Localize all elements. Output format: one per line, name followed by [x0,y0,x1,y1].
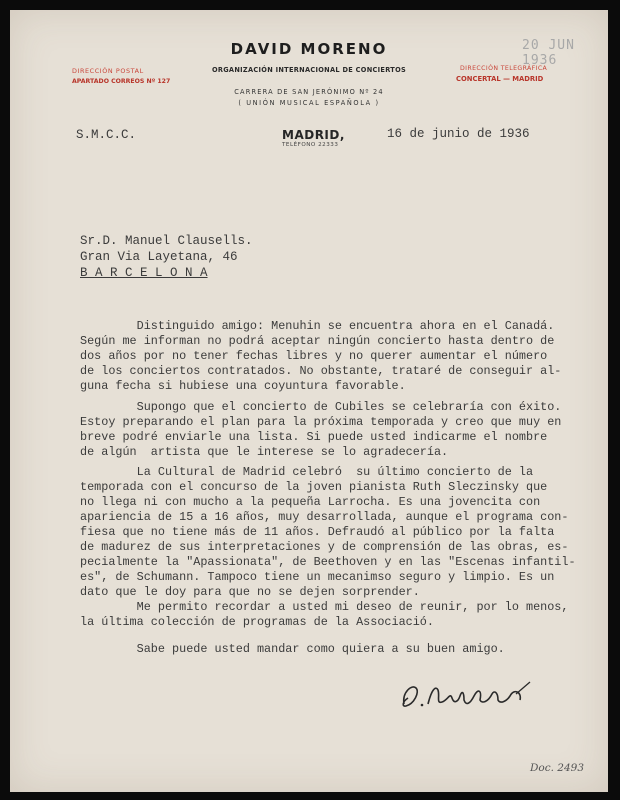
text-line: Sabe puede usted mandar como quiera a su buen amigo. [80,642,505,656]
text-line: de los conciertos contratados. No obstante, trataré de conseguir al- [80,364,562,378]
letterhead-union: ( UNIÓN MUSICAL ESPAÑOLA ) [238,99,380,107]
document-number: Doc. 2493 [530,762,585,774]
phone-number: TELÉFONO 22333 [282,142,339,148]
recipient-block [80,233,253,281]
text-line: de algún artista que le interese se lo agradecería. [80,445,449,459]
text-line: dato que le doy para que no se dejen sorprender. [80,585,420,599]
letterhead-organization: ORGANIZACIÓN INTERNACIONAL DE CONCIERTOS [211,66,407,74]
reference-code: S.M.C.C. [76,128,137,142]
telegraph-label: DIRECCIÓN TELEGRÁFICA [460,65,548,72]
text-line: dos años por no tener fechas libres y no querer aumentar el número [80,349,548,363]
text-line: Me permito recordar a usted mi deseo de reunir, por lo menos, [80,600,569,614]
recipient-line: Gran Via Layetana, 46 [80,250,238,264]
text-line: es", de Schumann. Tampoco tiene un mecanimso seguro y limpio. Es un [80,570,555,584]
paragraph-3 [80,465,590,600]
paragraph-1 [80,319,590,394]
paragraph-4 [80,600,590,630]
text-line: breve podré enviarle una lista. Si puede usted indicarme el nombre [80,430,548,444]
signature [398,674,548,714]
paragraph-5 [80,642,590,657]
postal-label: DIRECCIÓN POSTAL [72,67,144,75]
text-line: Supongo que el concierto de Cubiles se celebraría con éxito. [80,400,562,414]
letter-sheet [10,10,608,792]
text-line: fiesa que no tiene más de 11 años. Defraudó al público por la falta [80,525,555,539]
paragraph-2 [80,400,590,460]
text-line: La Cultural de Madrid celebró su último concierto de la [80,465,534,479]
text-line: la última colección de programas de la Associació. [80,615,434,629]
text-line: apariencia de 15 a 16 años, muy desarrollada, aunque el programa con- [80,510,569,524]
letterhead-name: DAVID MORENO [230,40,388,58]
city-name: MADRID, [282,128,345,142]
letterhead-address: CARRERA DE SAN JERÓNIMO Nº 24 [234,88,384,96]
letter-date: 16 de junio de 1936 [387,127,530,141]
text-line: pecialmente la "Apassionata", de Beethoven y en las "Escenas infantil- [80,555,576,569]
received-stamp: 20 JUN 1936 [522,38,575,68]
text-line: Estoy preparando el plan para la próxima temporada y creo que muy en [80,415,562,429]
text-line: temporada con el concurso de la joven pianista Ruth Sleczinsky que [80,480,548,494]
postal-value: APARTADO CORREOS Nº 127 [72,78,171,85]
recipient-line: Sr.D. Manuel Clausells. [80,234,253,248]
text-line: Distinguido amigo: Menuhin se encuentra ahora en el Canadá. [80,319,555,333]
text-line: Según me informan no podrá aceptar ningún concierto hasta dentro de [80,334,555,348]
text-line: no llega ni con mucho a la pequeña Larrocha. Es una jovencita con [80,495,541,509]
recipient-line: B A R C E L O N A [80,266,208,280]
telegraph-value: CONCERTAL — MADRID [456,75,544,83]
text-line: guna fecha si hubiese una coyuntura favorable. [80,379,406,393]
text-line: de madurez de sus interpretaciones y de comprensión de las obras, es- [80,540,569,554]
